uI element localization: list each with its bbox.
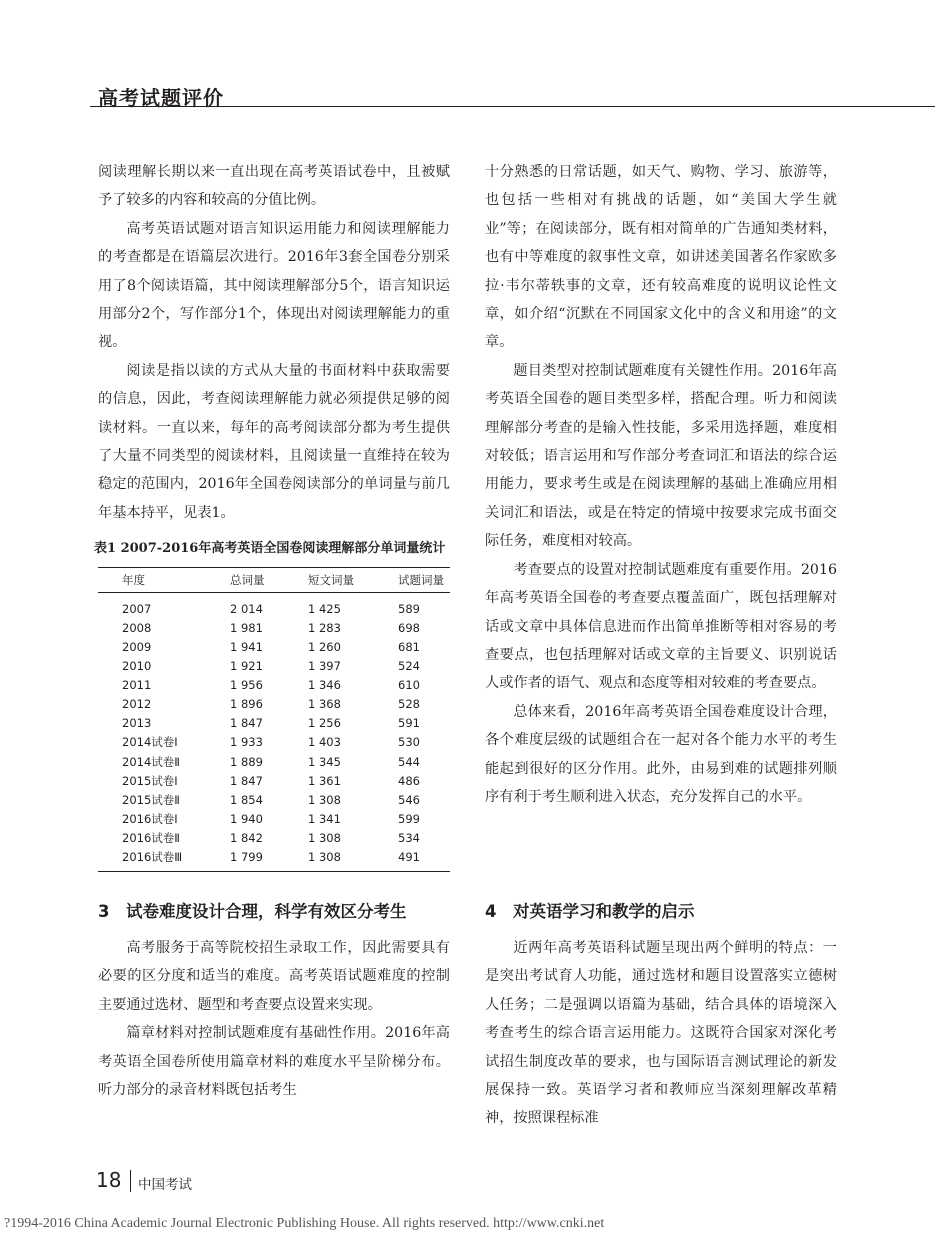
right-paragraph-4: 总体来看，2016年高考英语全国卷难度设计合理，各个难度层级的试题组合在一起对各个能力水平的考生能起到很好的区分作用。此外，由易到难的试题排列顺序有利于考生顺利进入状态，充分发挥自己的水平。: [485, 703, 837, 805]
table-row: [98, 637, 450, 656]
table-cell-year: 2016试卷Ⅱ: [122, 830, 180, 845]
table-cell-year: 2009: [122, 640, 152, 655]
left-paragraph-1: 阅读理解长期以来一直出现在高考英语试卷中，且被赋予了较多的内容和较高的分值比例。: [98, 164, 450, 209]
section-3-heading: [98, 898, 407, 922]
table-body: [98, 593, 450, 871]
table-cell-year: 2015试卷Ⅱ: [122, 792, 180, 807]
table-row: [98, 848, 450, 872]
table-cell-question: 524: [398, 659, 420, 674]
table-cell-passage: 1 283: [308, 620, 341, 635]
table-cell-year: 2010: [122, 659, 152, 674]
table-cell-question: 589: [398, 601, 420, 616]
table-cell-passage: 1 260: [308, 640, 341, 655]
table-cell-total: 1 842: [230, 830, 263, 845]
table-cell-total: 1 889: [230, 754, 263, 769]
section-3-paragraph-1: 高考服务于高等院校招生录取工作，因此需要具有必要的区分度和适当的难度。高考英语试题难度的控制主要通过选材、题型和考查要点设置来实现。: [98, 940, 450, 1013]
table-cell-question: 610: [398, 678, 420, 693]
table-cell-year: 2008: [122, 620, 152, 635]
table-row: [98, 618, 450, 637]
table-cell-passage: 1 425: [308, 601, 341, 616]
section-4-title: 对英语学习和教学的启示: [513, 902, 695, 921]
table-cell-total: 1 956: [230, 678, 263, 693]
table-row: [98, 790, 450, 809]
table-cell-total: 1 854: [230, 792, 263, 807]
table-cell-passage: 1 256: [308, 716, 341, 731]
table-cell-year: 2015试卷Ⅰ: [122, 773, 178, 788]
left-paragraph-3: 阅读是指以读的方式从大量的书面材料中获取需要的信息，因此，考查阅读理解能力就必须提供足够的阅读材料。一直以来，每年的高考阅读部分都为考生提供了大量不同类型的阅读材料，且阅读量一直维持在较为稳定的范围内，2016年全国卷阅读部分的单词量与前几年基本持平，见表1。: [98, 362, 450, 521]
table-cell-question: 544: [398, 754, 420, 769]
table-cell-passage: 1 345: [308, 754, 341, 769]
table-cell-passage: 1 308: [308, 792, 341, 807]
table-cell-question: 528: [398, 697, 420, 712]
right-paragraph-3: 考查要点的设置对控制试题难度有重要作用。2016年高考英语全国卷的考查要点覆盖面广，既包括理解对话或文章中具体信息进而作出简单推断等相对容易的考查要点，也包括理解对话或文章的主旨要义、识别说话人或作者的语气、观点和态度等相对较难的考查要点。: [485, 561, 837, 692]
table-cell-question: 681: [398, 640, 420, 655]
table-cell-passage: 1 368: [308, 697, 341, 712]
table-header-question: 试题词量: [384, 568, 450, 593]
table-cell-total: 1 941: [230, 640, 263, 655]
section-3-number: 3: [98, 902, 110, 921]
page-number: 18: [96, 1168, 122, 1192]
left-paragraph-2: 高考英语试题对语言知识运用能力和阅读理解能力的考查都是在语篇层次进行。2016年3套全国卷分别采用了8个阅读语篇，其中阅读理解部分5个，语言知识运用部分2个，写作部分1个，体现出对阅读理解能力的重视。: [98, 220, 450, 351]
table-row: [98, 657, 450, 676]
table-cell-total: 1 847: [230, 716, 263, 731]
table-cell-total: 1 921: [230, 659, 263, 674]
section-4-paragraph-1: 近两年高考英语科试题呈现出两个鲜明的特点：一是突出考试育人功能，通过选材和题目设置落实立德树人任务；二是强调以语篇为基础，结合具体的语境深入考查考生的综合语言运用能力。这既符合国家对深化考试招生制度改革的要求，也与国际语言测试理论的新发展保持一致。英语学习者和教师应当深刻理解改革精神，按照课程标准: [485, 940, 837, 1127]
right-column: [485, 158, 837, 811]
copyright-line: ?1994-2016 China Academic Journal Electronic Publishing House. All rights reserved. http://www.cnki.net: [4, 1216, 605, 1231]
table-header-passage: 短文词量: [300, 568, 384, 593]
running-header-title: 高考试题评价: [98, 86, 224, 110]
table-cell-passage: 1 397: [308, 659, 341, 674]
table-cell-question: 546: [398, 792, 420, 807]
section-3-paragraph-2: 篇章材料对控制试题难度有基础性作用。2016年高考英语全国卷所使用篇章材料的难度水平呈阶梯分布。听力部分的录音材料既包括考生: [98, 1025, 450, 1099]
table-cell-question: 486: [398, 773, 420, 788]
section-4-body: [485, 934, 837, 1133]
table-row: [98, 809, 450, 828]
header-rule: [90, 106, 935, 107]
table-cell-year: 2016试卷Ⅰ: [122, 811, 178, 826]
table-cell-question: 491: [384, 848, 450, 872]
table-header-year: 年度: [98, 568, 230, 593]
table-cell-year: 2014试卷Ⅰ: [122, 735, 178, 750]
table-caption: 表1 2007-2016年高考英语全国卷阅读理解部分单词量统计: [94, 541, 446, 557]
table-cell-total: 1 847: [230, 773, 263, 788]
left-column: [94, 158, 450, 872]
table-cell-year: 2013: [122, 716, 152, 731]
section-4-number: 4: [485, 902, 497, 921]
table-cell-passage: 1 341: [308, 811, 341, 826]
table-cell-question: 530: [398, 735, 420, 750]
table-header-total: 总词量: [230, 568, 300, 593]
table-row: [98, 733, 450, 752]
table-cell-year: 2007: [122, 601, 152, 616]
table-row: [98, 714, 450, 733]
right-paragraph-1: 十分熟悉的日常话题，如天气、购物、学习、旅游等，也包括一些相对有挑战的话题，如“美国大学生就业”等；在阅读部分，既有相对简单的广告通知类材料，也有中等难度的叙事性文章，如讲述美国著名作家欧多拉·韦尔蒂轶事的文章，还有较高难度的说明议论性文章，如介绍“沉默在不同国家文化中的含义和用途”的文章。: [485, 164, 837, 351]
table-cell-question: 591: [398, 716, 420, 731]
footer-separator: [130, 1170, 131, 1192]
table-row: [98, 695, 450, 714]
table-cell-passage: 1 308: [300, 848, 384, 872]
table-cell-year: 2014试卷Ⅱ: [122, 754, 180, 769]
table-cell-question: 698: [398, 620, 420, 635]
table-cell-total: 1 896: [230, 697, 263, 712]
table-cell-passage: 1 346: [308, 678, 341, 693]
table-row: [98, 593, 450, 619]
table-cell-year: 2011: [122, 678, 152, 693]
table-row: [98, 752, 450, 771]
table-cell-passage: 1 308: [308, 830, 341, 845]
table-cell-year: 2012: [122, 697, 152, 712]
word-count-table: [98, 567, 450, 871]
section-3-body: [98, 934, 450, 1104]
table-cell-year: 2016试卷Ⅲ: [98, 848, 230, 872]
table-row: [98, 828, 450, 847]
section-4-heading: [485, 898, 695, 922]
table-cell-question: 534: [398, 830, 420, 845]
journal-name: 中国考试: [138, 1177, 192, 1193]
table-cell-total: 1 799: [230, 848, 300, 872]
table-cell-question: 599: [398, 811, 420, 826]
table-row: [98, 676, 450, 695]
section-3-title: 试卷难度设计合理，科学有效区分考生: [126, 902, 407, 921]
table-cell-passage: 1 361: [308, 773, 341, 788]
right-paragraph-2: 题目类型对控制试题难度有关键性作用。2016年高考英语全国卷的题目类型多样，搭配合理。听力和阅读理解部分考查的是输入性技能，多采用选择题，难度相对较低；语言运用和写作部分考查词汇和语法的综合运用能力，要求考生或是在阅读理解的基础上准确应用相关词汇和语法，或是在特定的情境中按要求完成书面交际任务，难度相对较高。: [485, 362, 837, 550]
table-row: [98, 771, 450, 790]
table-cell-total: 1 940: [230, 811, 263, 826]
table-cell-total: 2 014: [230, 601, 263, 616]
table-cell-total: 1 933: [230, 735, 263, 750]
table-cell-total: 1 981: [230, 620, 263, 635]
table-cell-passage: 1 403: [308, 735, 341, 750]
